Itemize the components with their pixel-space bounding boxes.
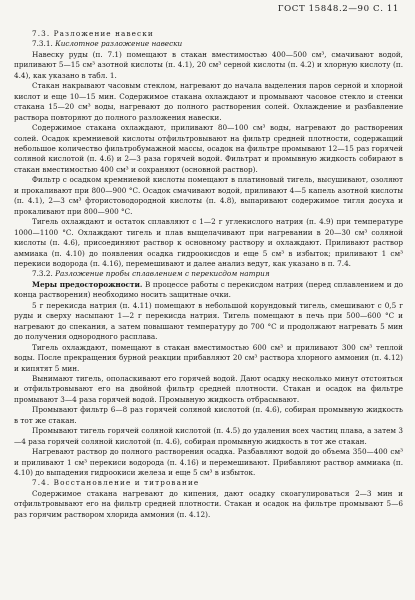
heading-title: Восстановление и титрование bbox=[53, 478, 200, 488]
paragraph-text: Фильтр с осадком кремниевой кислоты помещают в платиновый тигель, высушивают, озоляют и прокаливают при 800—900 °С. Осадок смачивают водой, приливают 4—5 капель азотной кислоты (п. 4.1), 2—3 см³ фтористоводородной кислоты (п. 4.8), выпаривают содержимое тигля досуха и прокаливают при 800—900 °С. bbox=[14, 175, 403, 216]
paragraph-text: Содержимое стакана нагревают до кипения, дают осадку скоагулироваться 2—3 мин и отфильтровывают его на фильтр средней плотности. Стакан и осадок на фильтре промывают 5—6 раз горячим раствором хлорида аммония (п. 4.12). bbox=[14, 488, 403, 519]
paragraph bbox=[14, 489, 403, 520]
heading-number: 7.3. bbox=[32, 29, 51, 38]
paragraph bbox=[14, 343, 403, 374]
paragraph-text: Стакан накрывают часовым стеклом, нагревают до начала выделения паров серной и хлорной кислот и еще 10—15 мин. Содержимое стакана охлаждают и промывают часовое стекло и стенки стакана 15—20 см³ воды, нагревают до полного растворения солей. Охлаждение и разбавление раствора повторяют до полного разложения навески. bbox=[14, 81, 403, 122]
running-header: ГОСТ 15848.2—90 С. 11 bbox=[277, 4, 399, 14]
paragraph-text: 5 г перекисда натрия (п. 4.11) помещают в небольшой корундовый тигель, смешивают с 0,5 г руды и сверху насыпают 1—2 г перекисда натрия. Тигель помещают в печь при 500—600 °С и нагревают до спекания, а затем повышают температуру до 700 °С и продолжают нагревать 5 мин до получения однородного расплава. bbox=[14, 300, 403, 342]
section-heading bbox=[14, 478, 403, 488]
heading-number: 7.3.2. bbox=[32, 269, 53, 279]
paragraph bbox=[14, 405, 403, 426]
paragraph-text: Промывают тигель горячей соляной кислотой (п. 4.5) до удаления всех частиц плава, а затем 3—4 раза горячей соляной кислотой (п. 4.6), собирая промывную жидкость в тот же стакан. bbox=[14, 426, 403, 446]
paragraph-text: Тигель охлаждают, помещают в стакан вместимостью 600 см³ и приливают 300 см³ теплой воды. После прекращения бурной реакции прибавляют 20 см³ раствора хлорного аммония (п. 4.12) и кипятят 5 мин. bbox=[14, 342, 403, 373]
subsection-heading bbox=[14, 39, 403, 49]
paragraph-text: Промывают фильтр 6—8 раз горячей соляной кислотой (п. 4.6), собирая промывную жидкость в тот же стакан. bbox=[14, 405, 403, 425]
heading-title: Разложение навески bbox=[53, 29, 154, 38]
paragraph-text: Нагревают раствор до полного растворения осадка. Разбавляют водой до объема 350—400 см³ и приливают 1 см³ перекиси водорода (п. 4.16) и перемешивают. Прибавляют раствор аммиака (п. 4.10) до выпадения гидроокиси железа и еще 5 см³ в избыток. bbox=[14, 447, 403, 478]
paragraph bbox=[14, 123, 403, 175]
paragraph bbox=[14, 50, 403, 81]
subsection-heading bbox=[14, 269, 403, 279]
heading-number: 7.4. bbox=[32, 478, 51, 488]
heading-title: Разложение пробы сплавлением с перекисдом натрия bbox=[55, 269, 270, 279]
heading-title: Кислотное разложение навески bbox=[55, 39, 183, 49]
paragraph-text: В процессе работы с перекисдом натрия (перед сплавлением и до конца растворения) необходимо носить защитные очки. bbox=[14, 279, 403, 300]
paragraph bbox=[14, 280, 403, 301]
paragraph-text: Содержимое стакана охлаждают, приливают 80—100 см³ воды, нагревают до растворения солей. Осадок кремниевой кислоты отфильтровывают на фильтр средней плотности, содержащий небольшое количество фильтробумажной массы, осадок на фильтре промывают 12—15 раз горячей соляной кислотой (п. 4.6) и 2—3 раза горячей водой. Фильтрат и промывную жидкость собирают в стакан вместимостью 400 см³ и сохраняют (основной раствор). bbox=[14, 123, 403, 174]
paragraph-text: Вынимают тигель, ополаскивают его горячей водой. Дают осадку несколько минут отстояться и отфильтровывают его на двойной фильтр средней плотности. Стакан и осадок на фильтре промывают 3—4 раза горячей водой. Промывную жидкость отбрасывают. bbox=[14, 373, 403, 404]
section-heading bbox=[14, 29, 403, 39]
paragraph bbox=[14, 175, 403, 217]
document-body bbox=[14, 29, 403, 520]
paragraph-text: Тигель охлаждают и остаток сплавляют с 1—2 г углекислого натрия (п. 4.9) при температуре 1000—1100 °С. Охлаждают тигель и плав выщелачивают при нагревании в 20—30 см³ соляной кислоты (п. 4.6), присоединяют раствор к основному раствору и охлаждают. Приливают раствор аммиака (п. 4.10) до появления осадка гидроокисдов и еще 5 см³ в избыток; приливают 1 см³ перекиси водорода (п. 4.16), перемешивают и далее анализ ведут, как указано в п. 7.4. bbox=[14, 217, 403, 268]
heading-number: 7.3.1. bbox=[32, 39, 53, 49]
paragraph bbox=[14, 447, 403, 478]
paragraph-text: Навеску руды (п. 7.1) помещают в стакан вместимостью 400—500 см³, смачивают водой, приливают 5—15 см³ азотной кислоты (п. 4.1), 20 см³ серной кислоты (п. 4.2) и хлорную кислоту (п. 4.4), как указано в табл. 1. bbox=[14, 49, 403, 80]
paragraph-lead: Меры предосторожности. bbox=[32, 279, 143, 289]
paragraph bbox=[14, 426, 403, 447]
paragraph bbox=[14, 374, 403, 405]
paragraph bbox=[14, 217, 403, 269]
paragraph bbox=[14, 81, 403, 123]
paragraph bbox=[14, 301, 403, 343]
